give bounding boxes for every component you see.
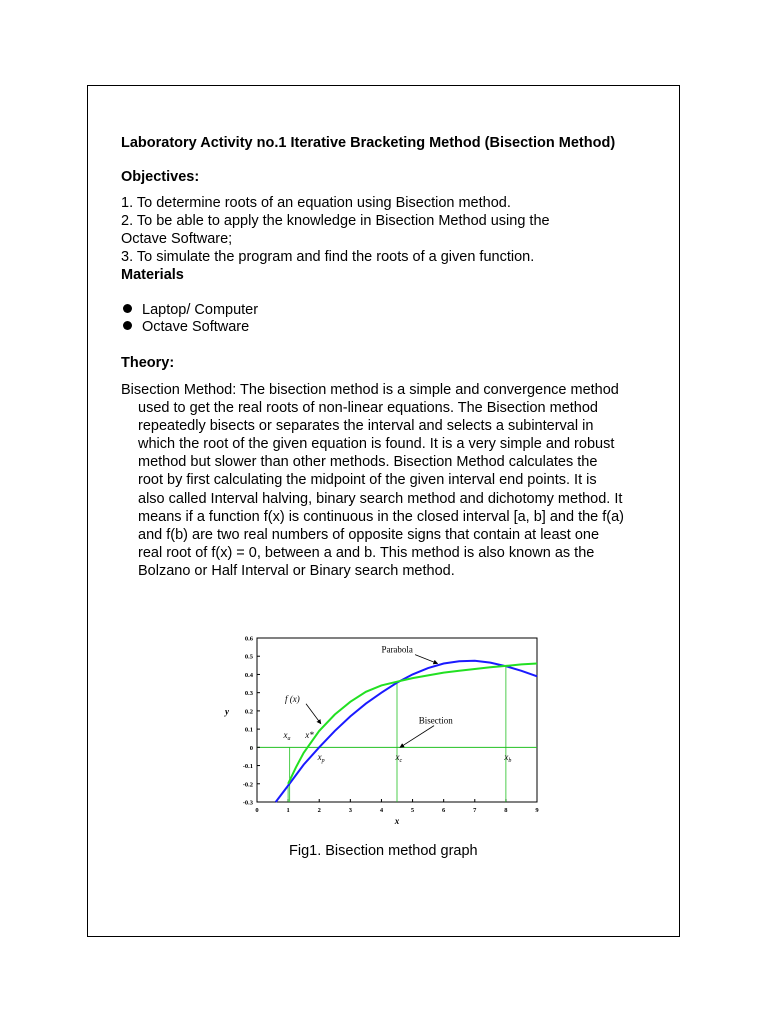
bisection-graph <box>225 632 542 830</box>
x-tick-label: 3 <box>348 807 352 814</box>
theory-line: root by first calculating the midpoint of the given interval end points. It is <box>138 472 597 489</box>
objectives-heading: Objectives: <box>121 169 200 185</box>
theory-heading: Theory: <box>121 355 175 371</box>
x-tick-label: 4 <box>379 807 384 814</box>
series-line <box>288 664 537 784</box>
y-tick-label: 0.5 <box>244 653 253 661</box>
y-tick-label: -0.3 <box>242 799 253 807</box>
theory-line: real root of f(x) = 0, between a and b. This method is also known as the <box>138 544 595 561</box>
annotation-label: $x_c$ <box>395 752 403 765</box>
objective-item-2: 2. To be able to apply the knowledge in Bisection Method using the <box>121 213 550 229</box>
annotation-label: Parabola <box>381 644 413 655</box>
x-tick-label: 8 <box>504 807 508 814</box>
objective-item-1: 1. To determine roots of an equation using Bisection method. <box>121 195 511 211</box>
annotation-label: $x_p$ <box>317 752 325 765</box>
objective-item-2-continued: Octave Software; <box>121 231 233 247</box>
y-tick-label: -0.2 <box>242 781 253 789</box>
materials-item <box>121 318 249 336</box>
page-title: Laboratory Activity no.1 Iterative Bracketing Method (Bisection Method) <box>121 135 616 151</box>
annotation-label: x* <box>305 730 314 741</box>
materials-item-label: Laptop/ Computer <box>142 302 259 318</box>
theory-paragraph <box>121 381 666 580</box>
y-tick-label: 0.1 <box>244 726 253 734</box>
materials-item <box>121 301 258 319</box>
bullet-icon <box>123 304 132 313</box>
annotation-label: Bisection <box>418 715 453 726</box>
annotation-arrow <box>415 655 437 664</box>
theory-line: repeatedly bisects or separates the interval and selects a subinterval in <box>138 418 594 435</box>
y-axis-label: y <box>225 706 229 717</box>
y-tick-label: -0.1 <box>242 763 253 771</box>
x-tick-label: 5 <box>410 807 415 814</box>
y-tick-label: 0.4 <box>244 671 253 679</box>
x-axis-label: x <box>394 816 400 826</box>
y-tick-label: 0 <box>249 744 253 752</box>
theory-line: method but slower than other methods. Bisection Method calculates the <box>138 454 598 471</box>
theory-line: Bolzano or Half Interval or Binary search method. <box>138 562 455 579</box>
y-tick-label: 0.3 <box>244 690 253 698</box>
x-tick-label: 9 <box>535 807 539 814</box>
x-tick-label: 0 <box>255 807 259 814</box>
y-tick-label: 0.6 <box>244 635 253 643</box>
annotation-arrow <box>400 726 434 748</box>
x-tick-label: 2 <box>317 807 321 814</box>
x-tick-label: 7 <box>473 807 477 814</box>
theory-line: means if a function f(x) is continuous in the closed interval [a, b] and the f(a) <box>138 508 625 525</box>
annotation-label: $x_b$ <box>504 752 512 765</box>
y-tick-label: 0.2 <box>244 708 253 716</box>
x-tick-label: 6 <box>442 807 446 814</box>
materials-item-label: Octave Software <box>142 319 250 335</box>
theory-line: also called Interval halving, binary search method and dichotomy method. It <box>138 490 623 507</box>
figure-caption: Fig1. Bisection method graph <box>289 843 478 859</box>
annotation-label: $x_a$ <box>283 730 291 743</box>
annotation-label: f (x) <box>285 693 300 704</box>
theory-line: Bisection Method: The bisection method is a simple and convergence method <box>121 382 619 398</box>
materials-heading: Materials <box>121 267 184 283</box>
series-line <box>276 661 537 802</box>
theory-line: used to get the real roots of non-linear equations. The Bisection method <box>138 400 598 417</box>
theory-line: which the root of the given equation is found. It is a very simple and robust <box>138 436 615 453</box>
x-tick-label: 1 <box>286 807 290 814</box>
annotation-arrow <box>306 704 321 724</box>
theory-line: and f(b) are two real numbers of opposite signs that contain at least one <box>138 526 600 543</box>
objective-item-3: 3. To simulate the program and find the roots of a given function. <box>121 249 535 265</box>
bullet-icon <box>123 321 132 330</box>
